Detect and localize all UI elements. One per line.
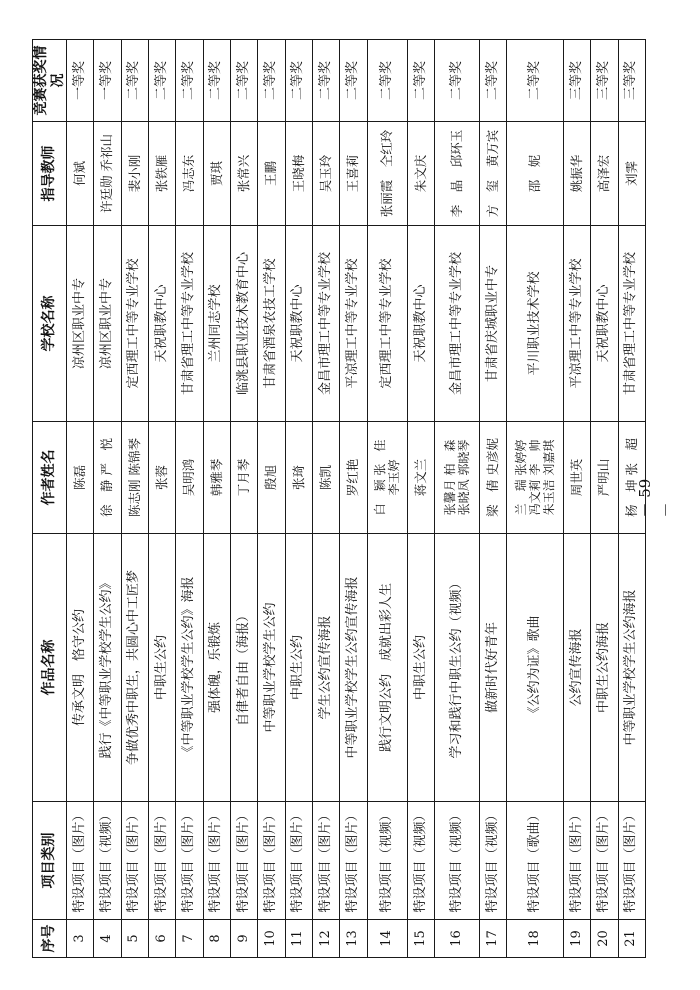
- cell-category: 特设项目（图片）: [618, 802, 645, 920]
- cell-index: 6: [148, 920, 175, 958]
- cell-author: 兰 瑞 张婷婷 冯文莉 李 帅 朱玉洁 刘嘉琪: [507, 422, 564, 534]
- cell-award: 二等奖: [435, 40, 480, 122]
- cell-category: 特设项目（图片）: [230, 802, 257, 920]
- cell-index: 12: [312, 920, 339, 958]
- cell-author: 丁月琴: [230, 422, 257, 534]
- cell-index: 14: [367, 920, 407, 958]
- cell-school: 金昌市理工中等专业学校: [312, 226, 339, 422]
- cell-award: 二等奖: [203, 40, 230, 122]
- rotated-table-wrapper: [32, 40, 646, 958]
- cell-teacher: 朱文庆: [408, 122, 435, 226]
- cell-award: 二等奖: [479, 40, 506, 122]
- cell-category: 特设项目（图片）: [591, 802, 618, 920]
- cell-work-title: 践行文明公约 成就出彩人生: [367, 534, 407, 802]
- cell-category: 特设项目（图片）: [176, 802, 203, 920]
- cell-author: 陈志刚 陈锦琴: [121, 422, 148, 534]
- cell-school: 天祝职教中心: [408, 226, 435, 422]
- table-row: [94, 40, 121, 958]
- header-index: 序号: [33, 920, 67, 958]
- cell-teacher: 张常兴: [230, 122, 257, 226]
- cell-teacher: 王晓梅: [285, 122, 312, 226]
- cell-author: 严明山: [591, 422, 618, 534]
- cell-category: 特设项目（视频）: [435, 802, 480, 920]
- table-header-row: [33, 40, 67, 958]
- cell-award: 一等奖: [67, 40, 94, 122]
- cell-award: 二等奖: [408, 40, 435, 122]
- cell-author: 罗红艳: [340, 422, 367, 534]
- cell-school: 甘肃省庆城职业中专: [479, 226, 506, 422]
- cell-category: 特设项目（视频）: [479, 802, 506, 920]
- cell-index: 18: [507, 920, 564, 958]
- cell-work-title: 自律者自由（海报）: [230, 534, 257, 802]
- cell-index: 17: [479, 920, 506, 958]
- cell-award: 一等奖: [94, 40, 121, 122]
- cell-work-title: 中职生公约: [285, 534, 312, 802]
- cell-category: 特设项目（图片）: [340, 802, 367, 920]
- cell-author: 吴明鸿: [176, 422, 203, 534]
- cell-index: 9: [230, 920, 257, 958]
- cell-index: 8: [203, 920, 230, 958]
- header-work-title: 作品名称: [33, 534, 67, 802]
- cell-work-title: 中职生公约: [148, 534, 175, 802]
- cell-work-title: 公约宣传海报: [563, 534, 590, 802]
- cell-school: 凉州区职业中专: [94, 226, 121, 422]
- cell-work-title: 《公约为证》歌曲: [507, 534, 564, 802]
- header-author: 作者姓名: [33, 422, 67, 534]
- cell-index: 13: [340, 920, 367, 958]
- cell-award: 三等奖: [591, 40, 618, 122]
- header-school: 学校名称: [33, 226, 67, 422]
- table-row: [285, 40, 312, 958]
- cell-author: 白 颖 张 佳 李玉婷: [367, 422, 407, 534]
- cell-teacher: 张铁雁: [148, 122, 175, 226]
- cell-author: 张琦: [285, 422, 312, 534]
- cell-school: 平川职业技术学校: [507, 226, 564, 422]
- cell-teacher: 刘霁: [618, 122, 645, 226]
- table-row: [563, 40, 590, 958]
- cell-teacher: 姚振华: [563, 122, 590, 226]
- cell-author: 周世英: [563, 422, 590, 534]
- cell-award: 二等奖: [312, 40, 339, 122]
- cell-index: 4: [94, 920, 121, 958]
- cell-category: 特设项目（图片）: [148, 802, 175, 920]
- table-row: [121, 40, 148, 958]
- header-teacher: 指导教师: [33, 122, 67, 226]
- cell-school: 平凉理工中等专业学校: [340, 226, 367, 422]
- cell-category: 特设项目（图片）: [258, 802, 285, 920]
- cell-work-title: 中职生公约: [408, 534, 435, 802]
- cell-author: 韩雅琴: [203, 422, 230, 534]
- cell-school: 金昌市理工中等专业学校: [435, 226, 480, 422]
- cell-school: 甘肃省酒泉农技工学校: [258, 226, 285, 422]
- cell-teacher: 裴小刚: [121, 122, 148, 226]
- cell-award: 二等奖: [230, 40, 257, 122]
- table-row: [203, 40, 230, 958]
- table-row: [367, 40, 407, 958]
- cell-work-title: 中职生公约海报: [591, 534, 618, 802]
- cell-teacher: 张丽霞 仝红玲: [367, 122, 407, 226]
- cell-school: 甘肃省理工中等专业学校: [176, 226, 203, 422]
- award-table: [32, 39, 646, 958]
- cell-school: 天祝职教中心: [285, 226, 312, 422]
- table-row: [435, 40, 480, 958]
- cell-category: 特设项目（图片）: [285, 802, 312, 920]
- cell-category: 特设项目（图片）: [121, 802, 148, 920]
- cell-category: 特设项目（图片）: [67, 802, 94, 920]
- cell-work-title: 强体魄，乐锻炼: [203, 534, 230, 802]
- cell-work-title: 《中等职业学校学生公约》海报: [176, 534, 203, 802]
- cell-school: 甘肃省理工中等专业学校: [618, 226, 645, 422]
- table-row: [591, 40, 618, 958]
- cell-index: 15: [408, 920, 435, 958]
- page-number: － 59 －: [636, 478, 675, 518]
- cell-author: 陈凯: [312, 422, 339, 534]
- cell-school: 兰州同志学校: [203, 226, 230, 422]
- cell-teacher: 高泽宏: [591, 122, 618, 226]
- table-row: [148, 40, 175, 958]
- cell-teacher: 冯志东: [176, 122, 203, 226]
- cell-teacher: 李 晶 邱环玉: [435, 122, 480, 226]
- cell-index: 20: [591, 920, 618, 958]
- cell-teacher: 邵 妮: [507, 122, 564, 226]
- cell-school: 定西理工中等专业学校: [367, 226, 407, 422]
- cell-school: 凉州区职业中专: [67, 226, 94, 422]
- cell-work-title: 中等职业学校学生公约: [258, 534, 285, 802]
- table-row: [408, 40, 435, 958]
- cell-author: 张馨月 柏 森 张晓凤 郭晓琴: [435, 422, 480, 534]
- table-row: [479, 40, 506, 958]
- cell-work-title: 践行《中等职业学校学生公约》: [94, 534, 121, 802]
- cell-index: 5: [121, 920, 148, 958]
- cell-award: 三等奖: [618, 40, 645, 122]
- table-row: [340, 40, 367, 958]
- cell-category: 特设项目（图片）: [312, 802, 339, 920]
- cell-school: 平凉理工中等专业学校: [563, 226, 590, 422]
- cell-work-title: 学生公约宣传海报: [312, 534, 339, 802]
- cell-category: 特设项目（视频）: [408, 802, 435, 920]
- cell-award: 三等奖: [563, 40, 590, 122]
- cell-index: 19: [563, 920, 590, 958]
- table-row: [507, 40, 564, 958]
- cell-category: 特设项目（歌曲）: [507, 802, 564, 920]
- cell-work-title: 做新时代好青年: [479, 534, 506, 802]
- cell-author: 杨 坤 张 超: [618, 422, 645, 534]
- cell-award: 二等奖: [176, 40, 203, 122]
- cell-teacher: 许廷勋 乔祁山: [94, 122, 121, 226]
- cell-school: 天祝职教中心: [148, 226, 175, 422]
- table-row: [67, 40, 94, 958]
- cell-index: 10: [258, 920, 285, 958]
- cell-teacher: 王喜莉: [340, 122, 367, 226]
- cell-author: 蒋文兰: [408, 422, 435, 534]
- cell-school: 天祝职教中心: [591, 226, 618, 422]
- cell-author: 张蓉: [148, 422, 175, 534]
- table-row: [230, 40, 257, 958]
- cell-category: 特设项目（视频）: [367, 802, 407, 920]
- cell-award: 二等奖: [285, 40, 312, 122]
- cell-category: 特设项目（视频）: [94, 802, 121, 920]
- cell-index: 16: [435, 920, 480, 958]
- cell-school: 定西理工中等专业学校: [121, 226, 148, 422]
- cell-category: 特设项目（图片）: [563, 802, 590, 920]
- cell-work-title: 中等职业学校学生公约宣传海报: [340, 534, 367, 802]
- cell-award: 二等奖: [148, 40, 175, 122]
- cell-teacher: 吴玉玲: [312, 122, 339, 226]
- header-category: 项目类别: [33, 802, 67, 920]
- cell-award: 二等奖: [340, 40, 367, 122]
- cell-teacher: 方 玺 黄万宾: [479, 122, 506, 226]
- cell-teacher: 贾琪: [203, 122, 230, 226]
- table-row: [312, 40, 339, 958]
- cell-teacher: 何斌: [67, 122, 94, 226]
- cell-index: 21: [618, 920, 645, 958]
- cell-work-title: 学习和践行中职生公约（视频）: [435, 534, 480, 802]
- cell-category: 特设项目（图片）: [203, 802, 230, 920]
- cell-school: 临洮县职业技术教育中心: [230, 226, 257, 422]
- cell-work-title: 争做优秀中职生，共圆心中工匠梦: [121, 534, 148, 802]
- cell-author: 徐 静 严 悦: [94, 422, 121, 534]
- cell-award: 二等奖: [121, 40, 148, 122]
- table-row: [258, 40, 285, 958]
- cell-author: 梁 倩 史彦妮: [479, 422, 506, 534]
- cell-award: 二等奖: [507, 40, 564, 122]
- cell-index: 11: [285, 920, 312, 958]
- cell-index: 7: [176, 920, 203, 958]
- table-row: [176, 40, 203, 958]
- header-award: 竞赛获奖情况: [33, 40, 67, 122]
- cell-author: 陈磊: [67, 422, 94, 534]
- cell-work-title: 传承文明 恪守公约: [67, 534, 94, 802]
- cell-index: 3: [67, 920, 94, 958]
- cell-teacher: 王鹏: [258, 122, 285, 226]
- cell-author: 殷旭: [258, 422, 285, 534]
- cell-award: 二等奖: [367, 40, 407, 122]
- table-body: [67, 40, 646, 958]
- cell-work-title: 中等职业学校学生公约海报: [618, 534, 645, 802]
- cell-award: 二等奖: [258, 40, 285, 122]
